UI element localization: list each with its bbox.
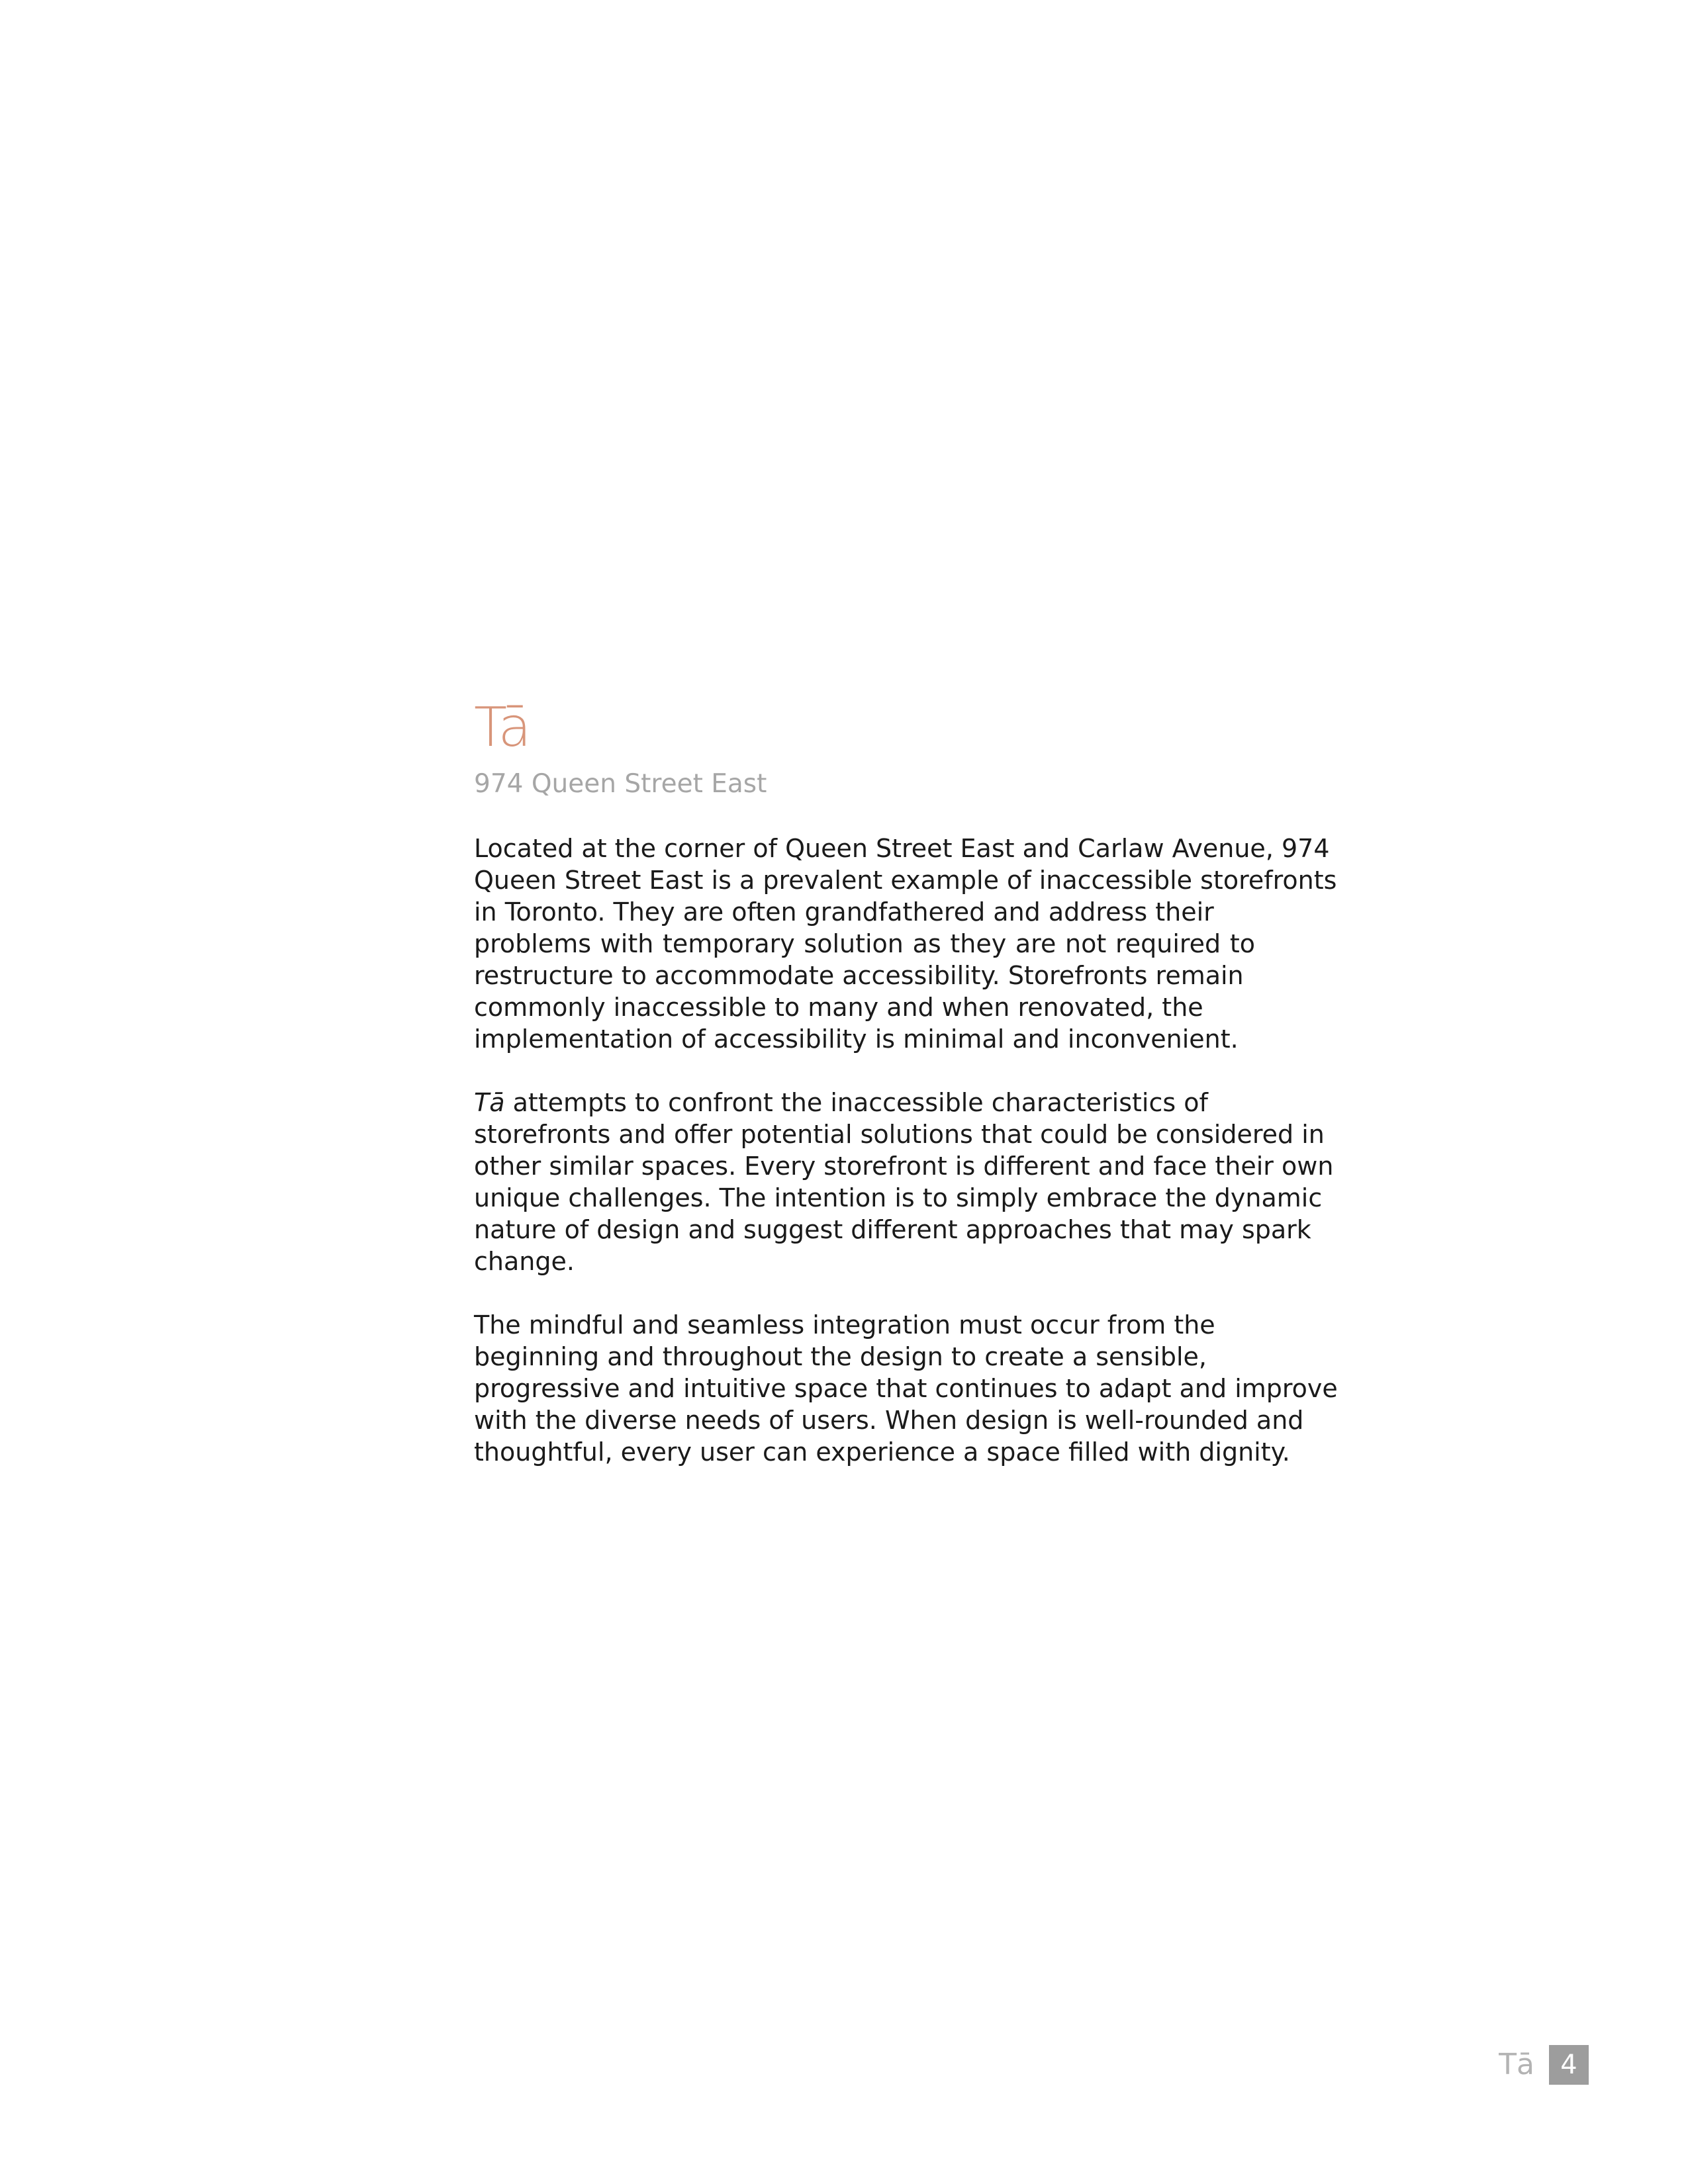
text-line: change. xyxy=(474,1247,575,1276)
text-line: restructure to accommodate accessibility. Storefronts remain xyxy=(474,961,1244,990)
page-number: 4 xyxy=(1549,2045,1589,2085)
text-line: progressive and intuitive space that continues to adapt and improve xyxy=(474,1374,1338,1403)
text-line: beginning and throughout the design to create a sensible, xyxy=(474,1342,1207,1371)
paragraph-3 xyxy=(474,1309,1338,1468)
text-line: Queen Street East is a prevalent example of inaccessible storefronts xyxy=(474,866,1337,895)
italic-title: Tā xyxy=(474,1088,505,1117)
text-line: unique challenges. The intention is to simply embrace the dynamic xyxy=(474,1183,1323,1212)
text-line: Located at the corner of Queen Street East and Carlaw Avenue, 974 xyxy=(474,834,1330,863)
text-line: with the diverse needs of users. When design is well-rounded and xyxy=(474,1406,1304,1435)
text-line-rest: attempts to confront the inaccessible characteristics of xyxy=(504,1088,1208,1117)
text-line: thoughtful, every user can experience a space filled with dignity. xyxy=(474,1437,1290,1467)
footer-title: Tā xyxy=(1499,2048,1534,2081)
document-title: Tā xyxy=(474,696,532,759)
document-body xyxy=(474,833,1338,1468)
document-content xyxy=(474,695,1338,1468)
text-line: implementation of accessibility is minimal and inconvenient. xyxy=(474,1024,1239,1054)
text-line: in Toronto. They are often grandfathered and address their xyxy=(474,897,1214,927)
document-subtitle: 974 Queen Street East xyxy=(474,769,767,799)
text-line: commonly inaccessible to many and when renovated, the xyxy=(474,993,1203,1022)
text-line xyxy=(474,1087,1255,1118)
text-line: The mindful and seamless integration must occur from the xyxy=(474,1310,1215,1340)
paragraph-2 xyxy=(474,1087,1334,1277)
paragraph-1 xyxy=(474,833,1337,1055)
page-footer xyxy=(1499,2045,1589,2085)
text-line: storefronts and offer potential solutions that could be considered in xyxy=(474,1120,1325,1149)
text-line: nature of design and suggest different approaches that may spark xyxy=(474,1215,1311,1244)
text-line: other similar spaces. Every storefront is different and face their own xyxy=(474,1152,1334,1181)
text-line: problems with temporary solution as they are not required to xyxy=(474,929,1255,958)
